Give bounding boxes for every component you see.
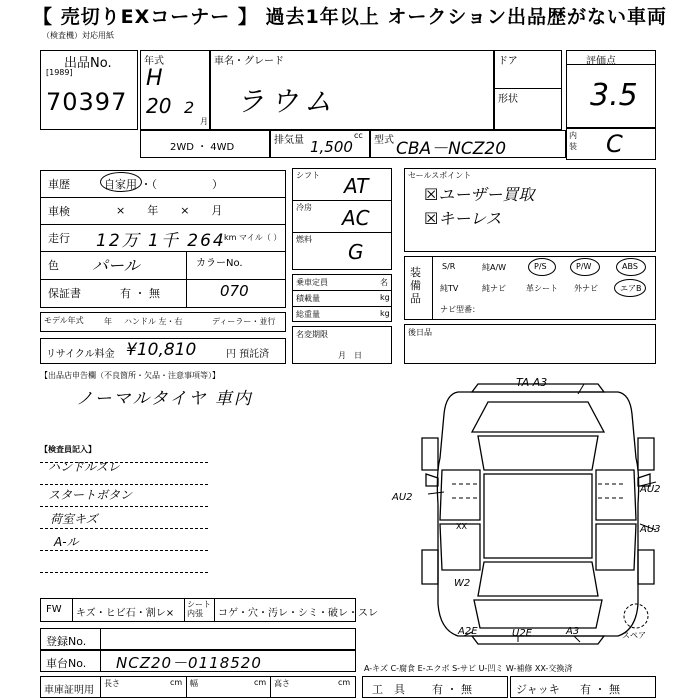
recycle-unit: 円 預託済	[226, 349, 270, 360]
width-unit: cm	[254, 678, 267, 687]
equip-airbag: エアB	[620, 284, 642, 293]
door-label: ドア	[498, 56, 518, 67]
color-label: 色	[48, 259, 59, 272]
mark-front: TA A3	[516, 376, 548, 389]
rear-window	[478, 562, 598, 596]
fw-items: キズ・ヒビ石・割レ×	[76, 608, 175, 619]
recycle-value: ¥10,810	[126, 340, 197, 360]
mileage-label: 走行	[48, 232, 70, 245]
left-mirror	[426, 474, 438, 486]
weight-label: 総重量	[296, 310, 320, 319]
drive-label: 2WD ・ 4WD	[170, 142, 235, 153]
history-label: 車歴	[48, 178, 70, 191]
dealer-label: ディーラー・並行	[212, 317, 276, 326]
ac-value: AC	[342, 206, 370, 230]
load-unit: kg	[380, 293, 390, 302]
chassis-label: 車台No.	[46, 657, 87, 670]
handle-label: ハンドル 左・右	[124, 317, 183, 326]
inspector-line-1: ハンドルスレ	[48, 460, 120, 474]
capacity-label: 乗車定員	[296, 278, 328, 287]
roof	[484, 474, 592, 558]
equip-tv: 純TV	[440, 284, 459, 293]
jack-label: ジャッキ	[516, 683, 560, 696]
notes-label: 【出品店申告欄（不良箇所・欠品・注意事項等）】	[40, 371, 220, 380]
lot-label: 出品No.	[64, 56, 112, 71]
sales-points-label: セールスポイント	[408, 171, 472, 180]
model-value: CBA－NCZ20	[396, 139, 507, 159]
notes-text: ノーマルタイヤ 車内	[76, 389, 253, 409]
model-year-label: モデル年式	[44, 316, 84, 325]
equip-navi: 純ナビ	[482, 284, 506, 293]
inspector-line-4: A-ル	[54, 535, 79, 549]
mark-bottom-mid: U2E	[512, 628, 532, 639]
equip-leather: 革シート	[526, 284, 558, 293]
rear-right-door	[596, 524, 636, 570]
mileage-value: 12万 1千 264	[96, 231, 226, 251]
model-label: 型式	[374, 135, 394, 146]
hood	[472, 402, 604, 432]
front-left-door	[440, 470, 480, 520]
fuel-value: G	[348, 240, 364, 264]
seat-label: シート内張	[187, 600, 211, 618]
tools-value: 有 ・ 無	[432, 683, 472, 696]
length-label: 長さ	[104, 679, 120, 688]
year-label: 年式	[144, 56, 164, 67]
weight-unit: kg	[380, 309, 390, 318]
car-name-label: 車名・グレード	[214, 56, 284, 67]
equip-sr: S/R	[442, 262, 456, 271]
equip-alloy: 純A/W	[482, 263, 507, 272]
height-label: 高さ	[274, 679, 290, 688]
equipment-label: 装備品	[410, 266, 421, 305]
chassis-value: NCZ20－0118520	[116, 654, 262, 672]
trunk	[474, 600, 602, 628]
name-change-unit: 月 日	[338, 351, 362, 360]
spare-label: スペア	[622, 631, 646, 640]
private-use-circle	[100, 172, 142, 192]
right-rear-fender	[638, 550, 654, 584]
fuel-label: 燃料	[296, 235, 312, 244]
inspection-label: 車検	[48, 205, 70, 218]
history-value: 自家用 ・（ ）	[104, 178, 223, 191]
inspector-line-2: スタートボタン	[48, 488, 133, 502]
banner-title: 【 売切りEXコーナー 】 過去1年以上 オークション出品歴がない車両	[33, 5, 667, 28]
front-right-door	[596, 470, 636, 520]
fw-label: FW	[46, 604, 62, 615]
inspector-label: 【検査員記入】	[40, 445, 96, 454]
shift-value: AT	[344, 174, 369, 198]
shape-label: 形状	[498, 94, 518, 105]
mark-bottom-left: A2E	[458, 626, 478, 637]
mileage-unit: km マイル（ ）	[224, 233, 282, 242]
sheet-note: （検査機）対応用紙	[42, 31, 114, 40]
car-name: ラウム	[236, 85, 338, 118]
sales-point-2: ☒キーレス	[424, 209, 502, 228]
interior-value: C	[606, 130, 623, 158]
name-change-label: 名変期限	[296, 330, 328, 339]
warranty-value: 有 ・ 無	[120, 287, 160, 300]
year-unit: 年	[104, 317, 112, 326]
pw-circle	[570, 258, 600, 276]
rear-bumper	[472, 636, 604, 644]
score-label: 評価点	[586, 56, 616, 67]
displacement-label: 排気量	[274, 135, 304, 146]
color-value: パール	[92, 256, 140, 275]
equip-abs: ABS	[622, 262, 638, 271]
jack-value: 有 ・ 無	[580, 683, 620, 696]
navi-label: ナビ型番：	[440, 305, 480, 314]
inspector-line-3: 荷室キズ	[50, 512, 98, 526]
seat-items: コゲ・穴・汚レ・シミ・破レ・スレ	[218, 608, 378, 619]
mark-right-bottom: AU3	[640, 524, 661, 535]
month-value: 2	[184, 98, 195, 117]
reg-label: 登録No.	[46, 635, 87, 648]
damage-legend: A-キズ C-腐食 E-エクボ S-サビ U-凹ミ W-補修 XX-交換済	[364, 664, 573, 673]
reg-row	[40, 628, 356, 650]
equip-pw: P/W	[576, 262, 592, 271]
equip-ps: P/S	[534, 262, 547, 271]
interior-label: 内装	[569, 131, 577, 151]
ac-label: 冷房	[296, 203, 312, 212]
month-unit: 月	[200, 117, 208, 126]
width-label: 幅	[190, 679, 198, 688]
lot-box-note: [1989]	[46, 68, 73, 77]
cc-unit: cc	[354, 131, 363, 140]
year-value: 20	[146, 94, 172, 118]
cert-label: 車庫証明用	[44, 685, 94, 696]
tools-label: 工 具	[372, 683, 405, 696]
windshield	[478, 436, 598, 470]
car-diagram	[408, 374, 668, 646]
left-rear-fender	[422, 550, 438, 584]
mark-w2: W2	[454, 578, 471, 589]
mark-left: AU2	[392, 492, 413, 503]
height-unit: cm	[338, 678, 351, 687]
abs-circle	[616, 258, 646, 276]
mark-right-top: AU2	[640, 484, 661, 495]
year-era: H	[146, 66, 163, 91]
shift-label: シフト	[296, 171, 320, 180]
lot-number: 70397	[46, 88, 128, 116]
airbag-circle	[614, 279, 646, 297]
capacity-unit: 名	[380, 278, 388, 287]
displacement-value: 1,500	[310, 138, 353, 156]
color-no-label: カラーNo.	[196, 258, 243, 269]
sales-point-1: ☒ユーザー買取	[424, 185, 535, 204]
load-label: 積載量	[296, 294, 320, 303]
warranty-label: 保証書	[48, 287, 81, 300]
score-value: 3.5	[590, 78, 638, 113]
left-front-fender	[422, 438, 438, 470]
length-unit: cm	[170, 678, 183, 687]
color-no-value: 070	[220, 282, 249, 300]
mark-xx: XX	[456, 522, 467, 531]
ps-circle	[528, 258, 556, 276]
recycle-label: リサイクル料金	[46, 349, 115, 360]
inspection-value: × 年 × 月	[116, 204, 223, 217]
aftermarket-label: 後日品	[408, 328, 432, 337]
right-front-fender	[638, 438, 654, 470]
mark-bottom-right: A3	[566, 626, 580, 637]
aftermarket-block	[404, 324, 656, 364]
equip-ext-navi: 外ナビ	[574, 284, 598, 293]
